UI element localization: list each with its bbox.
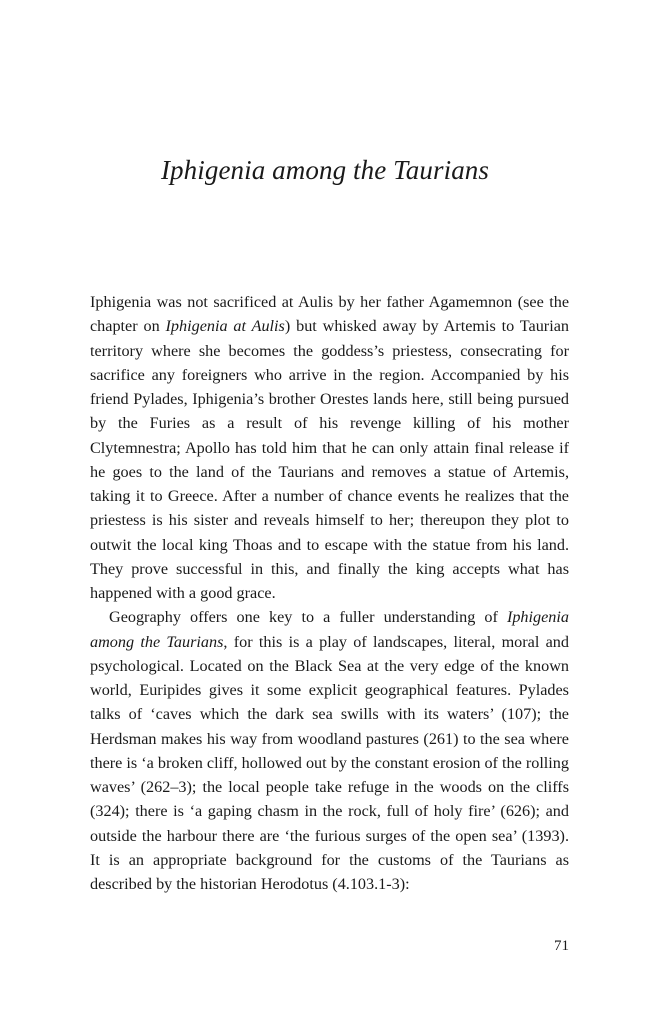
paragraph-1-italic-title: Iphigenia at Aulis: [165, 317, 285, 336]
body-text: [90, 290, 569, 896]
page-number: 71: [554, 938, 569, 954]
paragraph-1-segment-3: ) but whisked away by Artemis to Taurian territory where she becomes the goddess’s priestess, consecrating for sacrifice any foreigners who arrive in the region. Accompanied by his friend Pylades, Iphigenia’s brother Orestes lands here, still being pursued by the Furies as a result of his revenge killing of his mother Clytemnestra; Apollo has told him that he can only attain final release if he goes to the land of the Taurians and removes a statue of Artemis, taking it to Greece. After a number of chance events he realizes that the priestess is his sister and reveals himself to her; thereupon they plot to outwit the local king Thoas and to escape with the statue from his land. They prove successful in this, and finally the king accepts what has happened with a good grace.: [90, 317, 569, 602]
paragraph-1-segment-1: Iphigenia was not sacrificed at Aulis by her father Agamemnon (see the chapter on: [90, 293, 569, 336]
chapter-title: Iphigenia among the Taurians: [160, 155, 490, 185]
paragraph-2-segment-1: Geography offers one key to a fuller understanding of: [109, 608, 507, 627]
paragraph-1: [90, 290, 569, 605]
paragraph-2-italic-title: Iphigenia among the Taurians: [90, 608, 569, 651]
paragraph-2: [90, 605, 569, 896]
paragraph-2-segment-3: , for this is a play of landscapes, literal, moral and psychological. Located on the Black Sea at the very edge of the known world, Euripides gives it some explicit geographical features. Pylades talks of ‘caves which the dark sea swills with its waters’ (107); the Herdsman makes his way from woodland pastures (261) to the sea where there is ‘a broken cliff, hollowed out by the constant erosion of the rolling waves’ (262–3); the local people take refuge in the woods on the cliffs (324); there is ‘a gaping chasm in the rock, full of holy fire’ (626); and outside the harbour there are ‘the furious surges of the open sea’ (1393). It is an appropriate background for the customs of the Taurians as described by the historian Herodotus (4.103.1-3):: [90, 632, 569, 893]
